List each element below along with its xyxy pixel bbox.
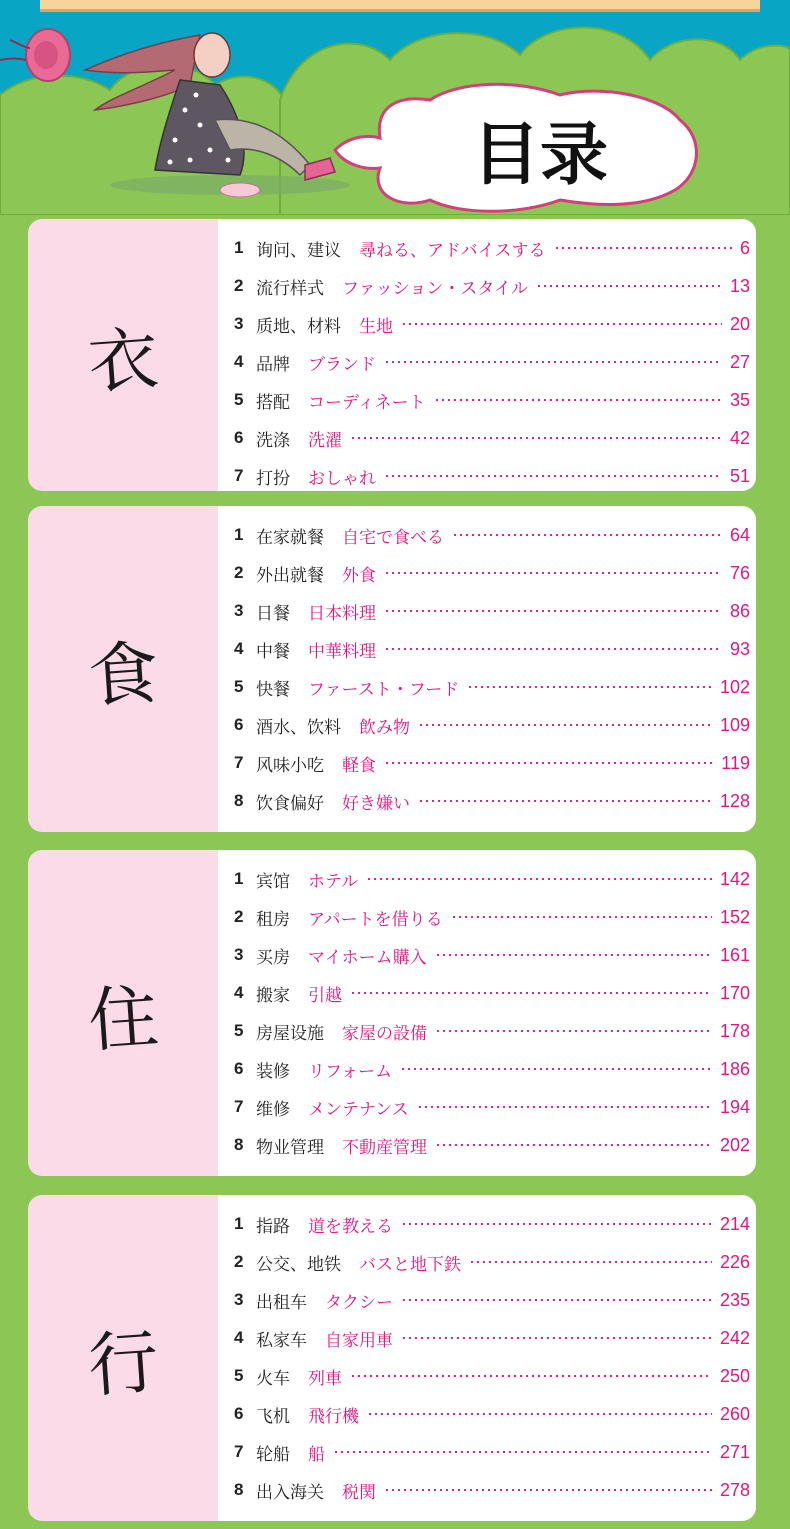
entry-japanese-title: 不動産管理 [342,1137,427,1158]
entry-chinese-title: 打扮 [256,468,290,489]
entry-japanese-title: ブランド [308,354,376,375]
entry-number: 2 [234,1252,244,1271]
toc-list [218,219,756,491]
entry-page-number: 170 [719,982,750,1003]
entry-chinese-title: 外出就餐 [256,565,324,586]
toc-entry[interactable] [218,381,756,419]
entry-number: 5 [234,677,244,696]
entry-japanese-title: メンテナンス [308,1099,409,1120]
section-char: 食 [85,631,162,718]
entry-number: 3 [234,314,244,333]
entry-page-number: 64 [729,524,750,545]
toc-entry[interactable] [218,343,756,381]
entry-number: 1 [234,1214,244,1233]
entry-number: 3 [234,945,244,964]
entry-chinese-title: 询问、建议 [256,240,341,261]
dot-leader [384,1489,712,1491]
entry-chinese-title: 饮食偏好 [256,793,324,814]
entry-japanese-title: バスと地下鉄 [359,1254,461,1275]
entry-number: 1 [234,525,244,544]
entry-number: 8 [234,1135,244,1154]
dot-leader [435,954,712,956]
dot-leader [554,247,732,249]
entry-number: 7 [234,1097,244,1116]
toc-entry[interactable] [218,1050,756,1088]
entry-page-number: 202 [719,1134,750,1155]
entry-page-number: 42 [729,427,750,448]
entry-chinese-title: 装修 [256,1061,290,1082]
dot-leader [418,724,712,726]
entry-number: 3 [234,1290,244,1309]
entry-chinese-title: 洗涤 [256,430,290,451]
entry-japanese-title: 自宅で食べる [342,527,444,548]
section-label-panel [28,850,218,1176]
dot-leader [467,686,712,688]
entry-page-number: 194 [719,1096,750,1117]
toc-entry[interactable] [218,630,756,668]
entry-number: 5 [234,390,244,409]
entry-number: 4 [234,352,244,371]
toc-entry[interactable] [218,305,756,343]
toc-entry[interactable] [218,1433,756,1471]
entry-japanese-title: 中華料理 [308,641,376,662]
toc-entry[interactable] [218,1357,756,1395]
toc-entry[interactable] [218,974,756,1012]
entry-chinese-title: 火车 [256,1368,290,1389]
toc-entry[interactable] [218,554,756,592]
entry-japanese-title: リフォーム [308,1061,393,1082]
entry-number: 7 [234,466,244,485]
entry-number: 1 [234,869,244,888]
dot-leader [401,323,722,325]
dot-leader [434,399,722,401]
entry-page-number: 214 [719,1213,750,1234]
entry-page-number: 226 [719,1251,750,1272]
entry-chinese-title: 品牌 [256,354,290,375]
entry-page-number: 93 [729,638,750,659]
entry-page-number: 51 [729,465,750,486]
entry-page-number: 250 [719,1365,750,1386]
entry-page-number: 161 [719,944,750,965]
entry-chinese-title: 快餐 [256,679,290,700]
entry-chinese-title: 酒水、饮料 [256,717,341,738]
toc-list [218,506,756,832]
section-label-panel [28,506,218,832]
entry-japanese-title: 日本料理 [308,603,376,624]
dot-leader [350,1375,712,1377]
dot-leader [384,475,722,477]
entry-japanese-title: 列車 [308,1368,342,1389]
toc-entry[interactable] [218,860,756,898]
section-label-panel [28,1195,218,1521]
entry-japanese-title: 好き嫌い [342,793,410,814]
section-label-panel [28,219,218,491]
toc-entry[interactable] [218,592,756,630]
dot-leader [418,800,712,802]
entry-number: 7 [234,1442,244,1461]
entry-chinese-title: 宾馆 [256,871,290,892]
entry-page-number: 260 [719,1403,750,1424]
entry-chinese-title: 租房 [256,909,290,930]
entry-chinese-title: 搬家 [256,985,290,1006]
entry-chinese-title: 质地、材料 [256,316,341,337]
entry-japanese-title: 税関 [342,1482,376,1503]
entry-japanese-title: 飲み物 [359,717,410,738]
dot-leader [417,1106,712,1108]
entry-japanese-title: 自家用車 [325,1330,393,1351]
entry-japanese-title: アパートを借りる [308,909,443,930]
dot-leader [435,1144,712,1146]
entry-number: 3 [234,601,244,620]
entry-japanese-title: タクシー [325,1292,393,1313]
entry-page-number: 242 [719,1327,750,1348]
toc-entry[interactable] [218,1088,756,1126]
entry-page-number: 76 [729,562,750,583]
entry-page-number: 102 [719,676,750,697]
entry-page-number: 109 [719,714,750,735]
toc-list [218,850,756,1176]
toc-entry[interactable] [218,457,756,491]
entry-number: 6 [234,715,244,734]
dot-leader [333,1451,712,1453]
entry-page-number: 178 [719,1020,750,1041]
toc-entry[interactable] [218,744,756,782]
dot-leader [350,437,722,439]
dot-leader [451,916,712,918]
entry-japanese-title: 尋ねる、アドバイスする [359,240,546,261]
entry-chinese-title: 房屋设施 [256,1023,324,1044]
toc-entry[interactable] [218,668,756,706]
dot-leader [536,285,722,287]
entry-chinese-title: 维修 [256,1099,290,1120]
entry-page-number: 35 [729,389,750,410]
toc-entry[interactable] [218,706,756,744]
dot-leader [452,534,722,536]
toc-list [218,1195,756,1521]
toc-entry[interactable] [218,229,756,267]
entry-chinese-title: 搭配 [256,392,290,413]
entry-number: 2 [234,276,244,295]
entry-japanese-title: おしゃれ [308,468,376,489]
entry-number: 8 [234,791,244,810]
section-char: 行 [85,1320,162,1407]
dot-leader [367,1413,712,1415]
entry-page-number: 235 [719,1289,750,1310]
dot-leader [469,1261,712,1263]
entry-japanese-title: コーディネート [308,392,426,413]
header-illustration [0,0,790,215]
toc-entry[interactable] [218,1243,756,1281]
entry-japanese-title: 引越 [308,985,342,1006]
entry-number: 2 [234,907,244,926]
entry-japanese-title: 外食 [342,565,376,586]
toc-entry[interactable] [218,267,756,305]
entry-japanese-title: 家屋の設備 [342,1023,427,1044]
toc-entry[interactable] [218,898,756,936]
entry-japanese-title: 道を教える [308,1216,393,1237]
entry-page-number: 13 [729,275,750,296]
dot-leader [366,878,712,880]
dot-leader [350,992,712,994]
entry-number: 8 [234,1480,244,1499]
entry-japanese-title: 飛行機 [308,1406,359,1427]
toc-entry[interactable] [218,782,756,820]
section-housing [28,850,756,1176]
section-char: 衣 [85,317,162,404]
entry-chinese-title: 指路 [256,1216,290,1237]
entry-japanese-title: ホテル [308,871,359,892]
entry-number: 4 [234,639,244,658]
entry-chinese-title: 私家车 [256,1330,307,1351]
page-title: 目录 [471,115,609,195]
entry-chinese-title: 出入海关 [256,1482,324,1503]
dot-leader [384,572,722,574]
dot-leader [401,1337,712,1339]
section-travel [28,1195,756,1521]
entry-chinese-title: 风味小吃 [256,755,324,776]
toc-entry[interactable] [218,936,756,974]
entry-page-number: 186 [719,1058,750,1079]
toc-entry[interactable] [218,1281,756,1319]
entry-chinese-title: 物业管理 [256,1137,324,1158]
entry-chinese-title: 公交、地铁 [256,1254,341,1275]
entry-japanese-title: ファッション・スタイル [342,278,528,299]
entry-chinese-title: 买房 [256,947,290,968]
entry-page-number: 119 [721,752,750,773]
section-char: 住 [85,975,162,1062]
entry-page-number: 86 [729,600,750,621]
entry-number: 6 [234,1404,244,1423]
dot-leader [401,1299,712,1301]
dot-leader [384,648,722,650]
entry-number: 1 [234,238,244,257]
entry-chinese-title: 在家就餐 [256,527,324,548]
section-food [28,506,756,832]
dot-leader [384,762,713,764]
entry-page-number: 271 [719,1441,750,1462]
entry-chinese-title: 流行样式 [256,278,324,299]
entry-japanese-title: ファースト・フード [308,679,460,700]
dot-leader [384,610,722,612]
toc-entry[interactable] [218,1319,756,1357]
section-clothing [28,219,756,491]
dot-leader [384,361,722,363]
toc-entry[interactable] [218,516,756,554]
entry-page-number: 128 [719,790,750,811]
entry-number: 5 [234,1366,244,1385]
entry-page-number: 142 [719,868,750,889]
entry-japanese-title: 軽食 [342,755,376,776]
entry-number: 5 [234,1021,244,1040]
dot-leader [400,1068,712,1070]
dot-leader [435,1030,712,1032]
toc-entry[interactable] [218,419,756,457]
entry-chinese-title: 轮船 [256,1444,290,1465]
entry-japanese-title: 生地 [359,316,393,337]
entry-number: 7 [234,753,244,772]
toc-entry[interactable] [218,1126,756,1164]
entry-number: 6 [234,428,244,447]
entry-japanese-title: 洗濯 [308,430,342,451]
dot-leader [401,1223,712,1225]
entry-chinese-title: 中餐 [256,641,290,662]
entry-chinese-title: 出租车 [256,1292,307,1313]
entry-page-number: 27 [729,351,750,372]
entry-page-number: 20 [729,313,750,334]
toc-entry[interactable] [218,1471,756,1509]
entry-japanese-title: マイホーム購入 [308,947,427,968]
entry-page-number: 152 [719,906,750,927]
entry-number: 4 [234,983,244,1002]
entry-chinese-title: 日餐 [256,603,290,624]
entry-chinese-title: 飞机 [256,1406,290,1427]
entry-page-number: 6 [739,237,750,258]
entry-page-number: 278 [719,1479,750,1500]
entry-japanese-title: 船 [308,1444,325,1465]
entry-number: 4 [234,1328,244,1347]
toc-entry[interactable] [218,1012,756,1050]
toc-entry[interactable] [218,1205,756,1243]
entry-number: 2 [234,563,244,582]
toc-entry[interactable] [218,1395,756,1433]
entry-number: 6 [234,1059,244,1078]
